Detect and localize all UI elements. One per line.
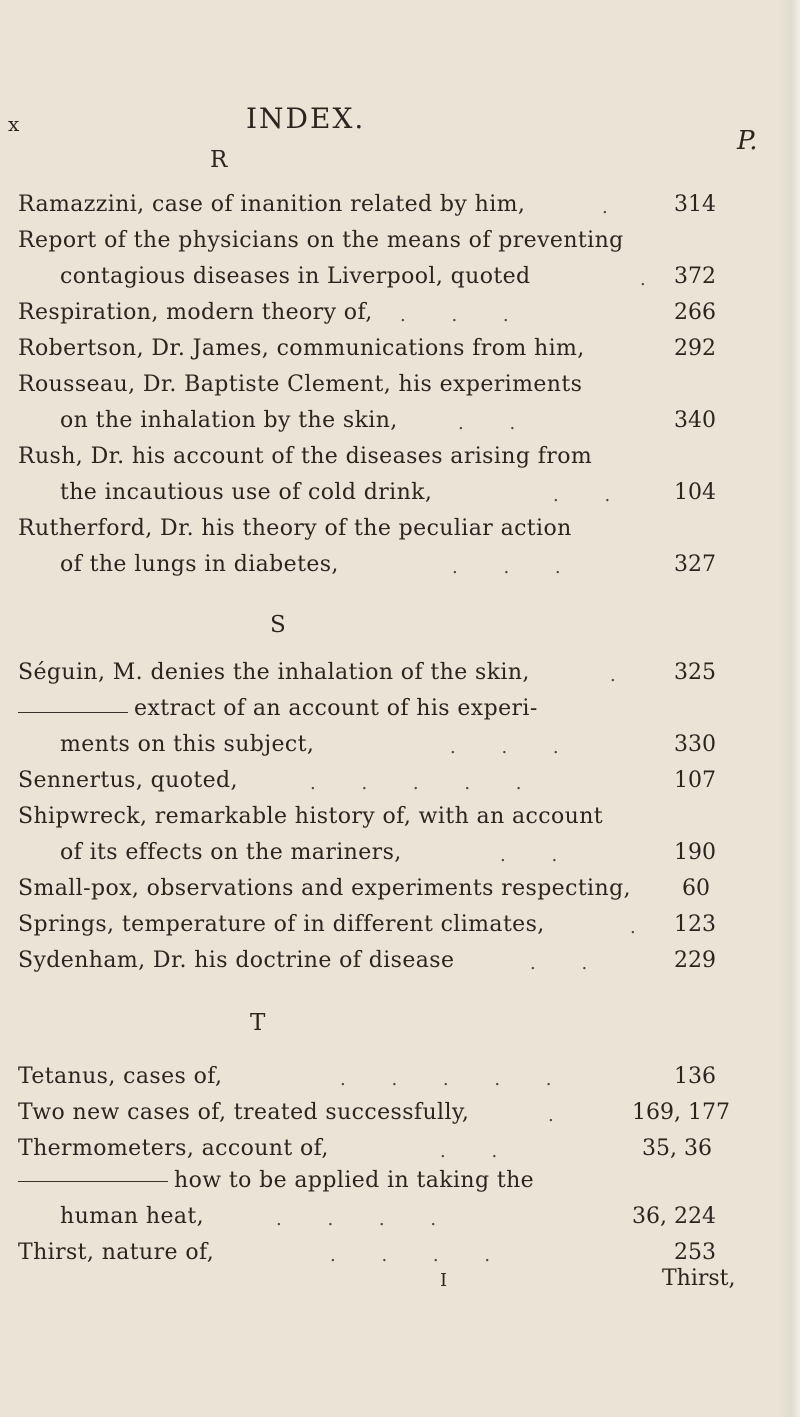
- page-number: 372: [674, 264, 716, 289]
- leader-dots: . . . .: [276, 1209, 457, 1230]
- leader-dots: . .: [458, 413, 536, 434]
- leader-dots: . .: [440, 1141, 518, 1162]
- page-number: 123: [674, 912, 716, 937]
- leader-dots: . . .: [450, 737, 579, 758]
- section-letter-r: R: [210, 147, 228, 173]
- page-number: 340: [674, 408, 716, 433]
- index-entry-line: Rousseau, Dr. Baptiste Clement, his experiments: [18, 372, 583, 397]
- page-number: 136: [674, 1064, 716, 1089]
- page-number: 104: [674, 480, 716, 505]
- index-entry-line: Two new cases of, treated successfully,: [18, 1100, 470, 1125]
- page-number: 292: [674, 336, 716, 361]
- index-entry-line: Sydenham, Dr. his doctrine of disease: [18, 948, 455, 973]
- leader-dots: .: [548, 1105, 574, 1126]
- page-number: 325: [674, 660, 716, 685]
- index-entry-line: Thermometers, account of,: [18, 1136, 329, 1161]
- page-number: 107: [674, 768, 716, 793]
- page-number: 190: [674, 840, 716, 865]
- index-entry-line: Rush, Dr. his account of the diseases arising from: [18, 444, 593, 469]
- index-entry-line: Report of the physicians on the means of preventing: [18, 228, 624, 253]
- index-entry-line: Respiration, modern theory of,: [18, 300, 373, 325]
- index-entry-line: Thirst, nature of,: [18, 1240, 215, 1265]
- page-number: 314: [674, 192, 716, 217]
- signature-mark: I: [440, 1270, 448, 1291]
- section-letter-s: S: [270, 612, 286, 638]
- index-entry-line: of its effects on the mariners,: [60, 840, 402, 865]
- section-letter-t: T: [250, 1010, 266, 1036]
- leader-dots: .: [602, 197, 628, 218]
- catchword: Thirst,: [662, 1266, 736, 1291]
- leader-dots: .: [640, 269, 666, 290]
- page-number: 36, 224: [632, 1204, 716, 1229]
- leader-dots: . . .: [452, 557, 581, 578]
- printer-mark: x: [8, 112, 20, 136]
- index-entry-line: Ramazzini, case of inanition related by him,: [18, 192, 526, 217]
- page-number: 60: [682, 876, 710, 901]
- page-edge: [778, 0, 800, 1417]
- page-column-label: P.: [737, 126, 758, 156]
- ditto-rule: [18, 712, 128, 713]
- index-entry-line: the incautious use of cold drink,: [60, 480, 433, 505]
- index-entry-line: Sennertus, quoted,: [18, 768, 238, 793]
- leader-dots: . .: [500, 845, 578, 866]
- index-entry-line: ments on this subject,: [60, 732, 315, 757]
- leader-dots: . .: [530, 953, 608, 974]
- leader-dots: . .: [553, 485, 631, 506]
- index-entry-line: Séguin, M. denies the inhalation of the skin,: [18, 660, 530, 685]
- leader-dots: . . . . .: [340, 1069, 572, 1090]
- index-entry-line: Rutherford, Dr. his theory of the peculiar action: [18, 516, 572, 541]
- leader-dots: . . .: [400, 305, 529, 326]
- page-number: 229: [674, 948, 716, 973]
- page-number: 266: [674, 300, 716, 325]
- index-entry-line: Robertson, Dr. James, communications from him,: [18, 336, 585, 361]
- page-number: 327: [674, 552, 716, 577]
- index-entry-line: human heat,: [60, 1204, 205, 1229]
- index-entry-line: how to be applied in taking the: [174, 1168, 535, 1193]
- index-entry-line: Shipwreck, remarkable history of, with an account: [18, 804, 604, 829]
- index-entry-line: contagious diseases in Liverpool, quoted: [60, 264, 531, 289]
- leader-dots: . . . . .: [310, 773, 542, 794]
- page-number: 330: [674, 732, 716, 757]
- index-entry-line: extract of an account of his experi-: [134, 696, 538, 721]
- index-entry-line: Small-pox, observations and experiments respecting,: [18, 876, 631, 901]
- leader-dots: .: [610, 665, 636, 686]
- page-number: 35, 36: [642, 1136, 712, 1161]
- ditto-rule: [18, 1181, 168, 1182]
- index-entry-line: Springs, temperature of in different climates,: [18, 912, 545, 937]
- leader-dots: .: [630, 917, 656, 938]
- page-number: 253: [674, 1240, 716, 1265]
- index-entry-line: Tetanus, cases of,: [18, 1064, 223, 1089]
- page-number: 169, 177: [632, 1100, 730, 1125]
- index-entry-line: of the lungs in diabetes,: [60, 552, 339, 577]
- leader-dots: . . . .: [330, 1245, 511, 1266]
- page-title: INDEX.: [246, 102, 366, 135]
- index-entry-line: on the inhalation by the skin,: [60, 408, 398, 433]
